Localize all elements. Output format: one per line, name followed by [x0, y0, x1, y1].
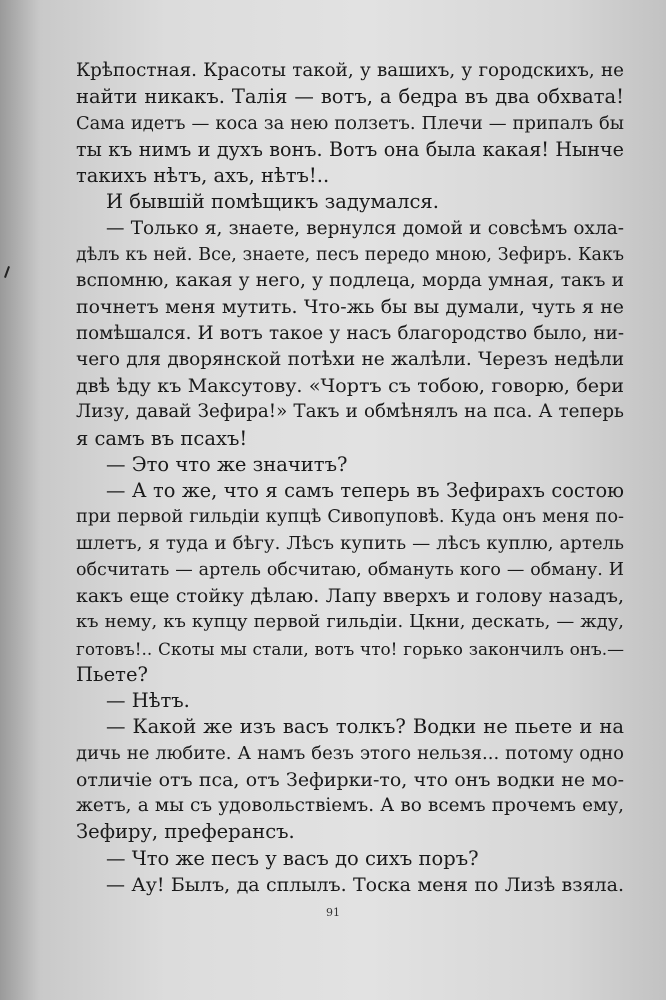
text-line: И бывшій помѣщикъ задумался. [106, 190, 439, 214]
text-line: къ нему, къ купцу первой гильдіи. Цкни, дескать, — жду, [76, 611, 624, 633]
text-line: ты къ нимъ и духъ вонъ. Вотъ она была какая! Нынче [76, 137, 624, 161]
text-line: — Только я, знаете, вернулся домой и совсѣмъ охла- [106, 217, 624, 239]
text-line: Лизу, давай Зефира!» Такъ и обмѣнялъ на пса. А теперь [76, 401, 624, 423]
text-line: двѣ ѣду къ Максутову. «Чортъ съ тобою, говорю, бери [76, 375, 624, 397]
text-line: почнетъ меня мутить. Что-жь бы вы думали, чуть я не [76, 296, 624, 319]
text-line: такихъ нѣтъ, ахъ, нѣтъ!.. [76, 164, 330, 187]
text-line: при первой гильдіи купцѣ Сивопуповѣ. Куда онъ меня по- [76, 507, 624, 528]
text-line: я самъ въ псахъ! [76, 426, 248, 450]
body-text [76, 58, 624, 898]
text-line: Пьете? [76, 662, 148, 686]
text-line: шлетъ, я туда и бѣгу. Лѣсъ купить — лѣсъ куплю, артель [76, 532, 624, 554]
page-number: 91 [326, 906, 340, 919]
text-line: — А то же, что я самъ теперь въ Зефирахъ состою [106, 479, 624, 502]
text-line: — Это что же значитъ? [106, 452, 348, 476]
text-line: — Нѣтъ. [106, 689, 190, 712]
text-line: вспомню, какая у него, у подлеца, морда умная, такъ и [76, 270, 624, 291]
text-line: обсчитать — артель обсчитаю, обмануть кого — обману. И [76, 559, 624, 580]
text-line: готовъ!.. Скоты мы стали, вотъ что! горько закончилъ онъ.— [76, 638, 624, 659]
text-line: Сама идетъ — коса за нею ползетъ. Плечи — припалъ бы [76, 112, 624, 134]
text-line: Крѣпостная. Красоты такой, у вашихъ, у городскихъ, не [76, 60, 624, 81]
text-line: найти никакъ. Талія — вотъ, а бедра въ два обхвата! [76, 85, 624, 109]
text-line: какъ еще стойку дѣлаю. Лапу вверхъ и голову назадъ, [76, 585, 624, 607]
text-line: Зефиру, преферансъ. [76, 820, 295, 844]
text-line: — Что же песъ у васъ до сихъ поръ? [106, 846, 479, 870]
text-line: жетъ, а мы съ удовольствіемъ. А во всемъ прочемъ ему, [76, 795, 624, 816]
text-line: дѣлъ къ ней. Все, знаете, песъ передо мною, Зефиръ. Какъ [76, 244, 624, 265]
text-line: дичь не любите. А намъ безъ этого нельзя... потому одно [76, 742, 624, 764]
text-line: — Какой же изъ васъ толкъ? Водки не пьете и на [106, 715, 624, 739]
margin-mark [4, 266, 10, 278]
text-line: — Ау! Былъ, да сплылъ. Тоска меня по Лизѣ взяла. [106, 873, 624, 896]
text-line: чего для дворянской потѣхи не жалѣли. Черезъ недѣли [76, 348, 624, 370]
text-line: помѣшался. И вотъ такое у насъ благородство было, ни- [76, 322, 624, 344]
text-line: отличіе отъ пса, отъ Зефирки-то, что онъ водки не мо- [76, 768, 624, 791]
